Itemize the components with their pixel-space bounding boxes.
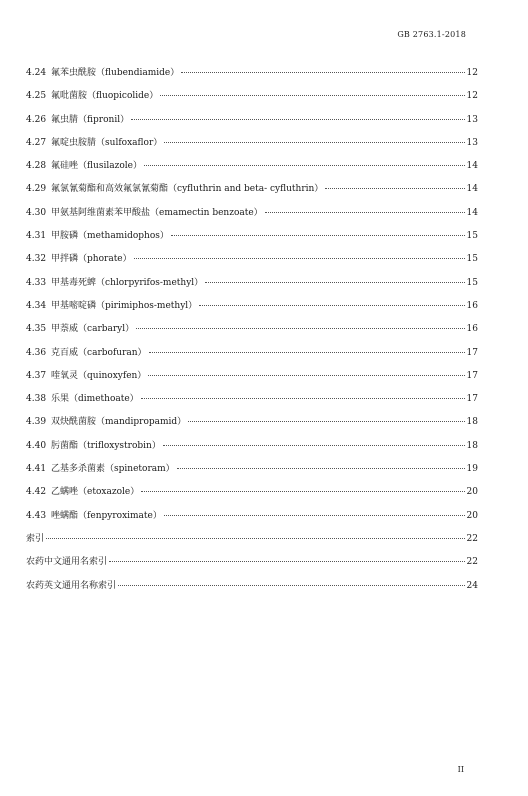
toc-entry-number: 4.41: [26, 464, 47, 475]
toc-entry-number: 4.40: [26, 440, 47, 451]
toc-entry[interactable]: [26, 411, 478, 434]
toc-entry-page: 16: [466, 324, 478, 335]
dot-leader: [148, 375, 464, 376]
toc-entry-page: 17: [466, 370, 478, 381]
toc-entry-title: 双炔酰菌胺（mandipropamid）: [51, 417, 187, 428]
dot-leader: [205, 282, 464, 283]
toc-entry-title: 乙螨唑（etoxazole）: [51, 487, 140, 498]
toc-entry-page: 14: [466, 207, 478, 218]
toc-entry-page: 19: [466, 464, 478, 475]
toc-entry-number: 4.25: [26, 91, 47, 102]
dot-leader: [199, 305, 464, 306]
toc-entry-title: 氟虫腈（fipronil）: [51, 114, 130, 125]
toc-entry-number: 4.31: [26, 231, 47, 242]
toc-entry[interactable]: [26, 248, 478, 271]
toc-entry-number: 4.27: [26, 137, 47, 148]
toc-entry[interactable]: [26, 435, 478, 458]
toc-entry[interactable]: [26, 481, 478, 504]
dot-leader: [325, 188, 464, 189]
dot-leader: [144, 165, 465, 166]
toc-entry-number: 4.29: [26, 184, 47, 195]
toc-entry-number: 4.37: [26, 370, 47, 381]
toc-entry[interactable]: [26, 575, 478, 598]
toc-entry[interactable]: [26, 551, 478, 574]
toc-entry[interactable]: [26, 62, 478, 85]
toc-entry[interactable]: [26, 85, 478, 108]
dot-leader: [109, 561, 465, 562]
toc-entry[interactable]: [26, 318, 478, 341]
toc-entry[interactable]: [26, 132, 478, 155]
toc-entry-title: 氟苯虫酰胺（flubendiamide）: [51, 68, 180, 78]
dot-leader: [46, 538, 465, 539]
toc-entry-page: 22: [466, 533, 478, 544]
toc-entry-page: 22: [466, 557, 478, 568]
table-of-contents: [26, 62, 478, 598]
toc-entry-title: 农药英文通用名称索引: [26, 580, 117, 591]
toc-entry-page: 16: [466, 300, 478, 311]
toc-entry-page: 13: [466, 114, 478, 125]
toc-entry[interactable]: [26, 505, 478, 528]
toc-entry-title: 克百威（carbofuran）: [51, 347, 147, 358]
toc-entry-title: 氟氯氰菊酯和高效氟氯氰菊酯（cyfluthrin and beta- cyfluthrin）: [51, 184, 324, 195]
toc-entry-title: 唑螨酯（fenpyroximate）: [51, 510, 162, 521]
toc-entry-page: 20: [466, 487, 478, 498]
toc-entry-page: 14: [466, 184, 478, 195]
dot-leader: [141, 398, 465, 399]
dot-leader: [149, 352, 465, 353]
toc-entry[interactable]: [26, 528, 478, 551]
toc-entry-number: 4.35: [26, 324, 47, 335]
dot-leader: [160, 95, 464, 96]
toc-entry-title: 甲拌磷（phorate）: [51, 254, 132, 265]
toc-entry-number: 4.36: [26, 347, 47, 358]
toc-entry-page: 15: [466, 277, 478, 288]
dot-leader: [141, 491, 464, 492]
toc-entry-title: 甲基毒死蜱（chlorpyrifos-methyl）: [51, 277, 204, 288]
toc-entry-title: 氟硅唑（flusilazole）: [51, 161, 142, 172]
toc-entry-number: 4.34: [26, 300, 47, 311]
dot-leader: [164, 142, 464, 143]
dot-leader: [164, 515, 465, 516]
page-number: II: [457, 765, 464, 774]
toc-entry[interactable]: [26, 202, 478, 225]
toc-entry-title: 氟吡菌胺（fluopicolide）: [51, 91, 159, 102]
toc-entry-title: 农药中文通用名索引: [26, 557, 108, 568]
dot-leader: [171, 235, 465, 236]
toc-entry-title: 甲氨基阿维菌素苯甲酸盐（emamectin benzoate）: [51, 207, 263, 218]
standard-code-header: GB 2763.1-2018: [397, 30, 466, 39]
dot-leader: [265, 212, 465, 213]
toc-entry[interactable]: [26, 342, 478, 365]
dot-leader: [181, 72, 464, 73]
toc-entry-title: 喹氧灵（quinoxyfen）: [51, 370, 147, 381]
toc-entry-page: 13: [466, 137, 478, 148]
toc-entry-page: 15: [466, 231, 478, 242]
toc-entry-title: 乙基多杀菌素（spinetoram）: [51, 464, 175, 475]
toc-entry-page: 12: [466, 91, 478, 102]
toc-entry-title: 索引: [26, 533, 45, 544]
toc-entry-page: 17: [466, 394, 478, 405]
toc-entry[interactable]: [26, 365, 478, 388]
dot-leader: [131, 119, 464, 120]
toc-entry-title: 氟啶虫胺腈（sulfoxaflor）: [51, 137, 163, 148]
dot-leader: [177, 468, 465, 469]
toc-entry[interactable]: [26, 458, 478, 481]
toc-entry-number: 4.38: [26, 394, 47, 405]
dot-leader: [134, 258, 465, 259]
dot-leader: [118, 585, 465, 586]
toc-entry-number: 4.33: [26, 277, 47, 288]
toc-entry[interactable]: [26, 155, 478, 178]
toc-entry-number: 4.26: [26, 114, 47, 125]
toc-entry-title: 乐果（dimethoate）: [51, 394, 139, 405]
toc-entry-title: 肟菌酯（trifloxystrobin）: [51, 440, 161, 451]
toc-entry[interactable]: [26, 225, 478, 248]
dot-leader: [136, 328, 464, 329]
toc-entry-number: 4.28: [26, 161, 47, 172]
toc-entry-number: 4.30: [26, 207, 47, 218]
toc-entry-title: 甲胺磷（methamidophos）: [51, 231, 169, 242]
toc-entry-title: 甲基嘧啶磷（pirimiphos-methyl）: [51, 300, 198, 311]
toc-entry[interactable]: [26, 109, 478, 132]
toc-entry-number: 4.43: [26, 510, 47, 521]
toc-entry-number: 4.24: [26, 68, 47, 78]
toc-entry-title: 甲萘威（carbaryl）: [51, 324, 135, 335]
toc-entry-page: 17: [466, 347, 478, 358]
toc-entry-page: 18: [466, 417, 478, 428]
toc-entry-page: 12: [466, 68, 478, 78]
toc-entry[interactable]: [26, 178, 478, 201]
toc-entry-number: 4.39: [26, 417, 47, 428]
toc-entry-number: 4.32: [26, 254, 47, 265]
toc-entry-page: 15: [466, 254, 478, 265]
toc-entry[interactable]: [26, 272, 478, 295]
toc-entry-number: 4.42: [26, 487, 47, 498]
toc-entry-page: 14: [466, 161, 478, 172]
toc-entry-page: 24: [466, 580, 478, 591]
toc-entry[interactable]: [26, 388, 478, 411]
toc-entry-page: 20: [466, 510, 478, 521]
dot-leader: [163, 445, 465, 446]
dot-leader: [188, 421, 464, 422]
toc-entry-page: 18: [466, 440, 478, 451]
toc-entry[interactable]: [26, 295, 478, 318]
